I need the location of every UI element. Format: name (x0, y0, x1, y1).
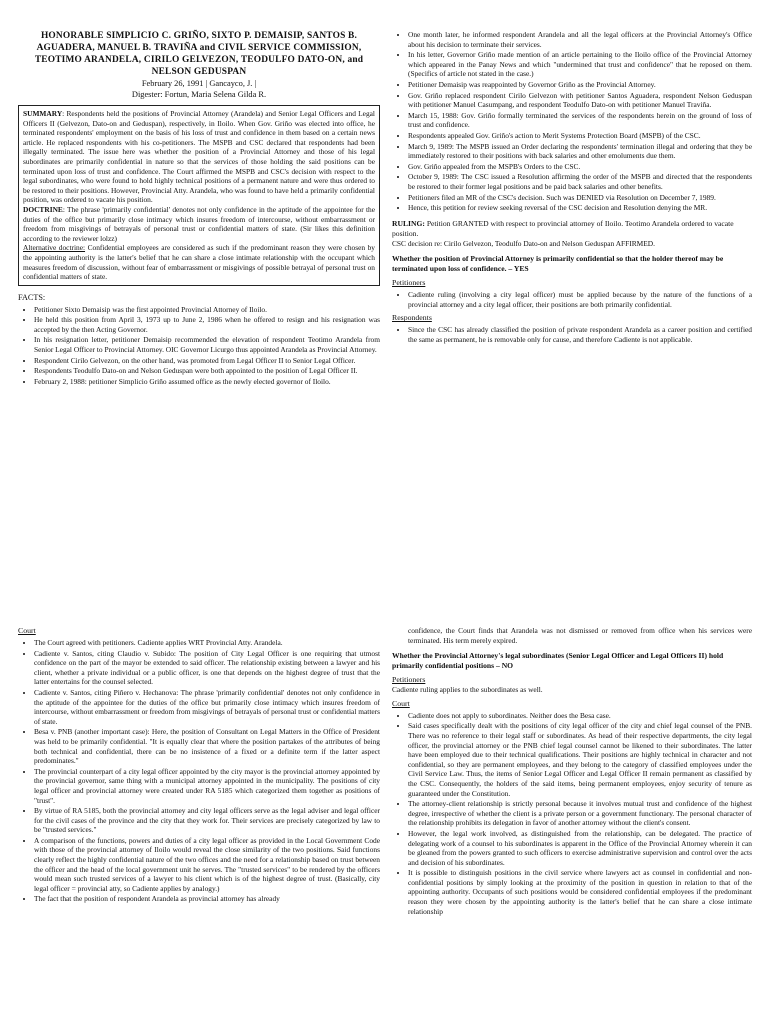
facts-item: • March 9, 1989: The MSPB issued an Order declaring the respondents' termination illegal and ordering that they be immediately restored to their positions with back salaries and other emoluments due them. (408, 142, 752, 161)
continued-text: confidence, the Court finds that Arandela was not dismissed or removed from office when his services were terminated. His term merely expired. (408, 626, 752, 645)
digester-line: Digester: Fortun, Maria Selena Gilda R. (131, 90, 267, 99)
ruling-label: RULING: (392, 218, 425, 228)
facts-item: • One month later, he informed respondent Arandela and all the legal officers at the Provincial Attorney's Office about his decision to terminate their services. (408, 30, 752, 49)
court-item: • A comparison of the functions, powers and duties of a city legal officer as provided in the Local Government Code with those of the provincial attorney of Iloilo would reveal the close similarity of the two positions. Said functions clearly reflect the highly confidential nature of the two offices and the need for a relationship based on trust between the officer and the head of the local government unit he serves. The "trusted services" to be rendered by the officers would mean such trusted services of a lawyer to his client which is of the highest degree of trust. (Basically, city legal officer = provincial atty, so Cadiente applies by analogy.) (34, 836, 380, 894)
left-column-top (18, 30, 380, 387)
doctrine-paragraph: DOCTRINE: The phrase 'primarily confidential' denotes not only confidence in the aptitude of the appointee for the duties of the office but primarily close intimacy which insures freedom of intercourse, without embarrassment or freedom from misgivings of betrayals of personal trust or confidential matters of state. (Sir likes this definition according to the reviewer lolzz) (23, 204, 375, 243)
facts-item: • Petitioner Demaisip was reappointed by Governor Griño as the Provincial Attorney. (408, 80, 752, 90)
court-item: • The attorney-client relationship is strictly personal because it involves mutual trust and confidence of the highest degree, irrespective of whether the client is a private person or a government functionary. The personal character of the relationship prohibits its delegation in favor of another attorney without the client's consent. (408, 799, 752, 828)
ruling-paragraph (392, 219, 752, 239)
facts-item: • Gov. Griño appealed from the MSPB's Orders to the CSC. (408, 162, 752, 172)
facts-item: • In his resignation letter, petitioner Demaisip recommended the elevation of respondent Teotimo Arandela from Senior Legal Officer to Provincial Attorney. OIC Governor Licurgo thus appointed Arandela as Provincial Attorney. (34, 335, 380, 354)
court-item: • However, the legal work involved, as distinguished from the relationship, can be delegated. The practice of delegating work of a counsel to his subordinates is apparent in the Office of the Provincial Attorney wherein it can be gleaned from the powers granted to such officers to exercise administrative supervision and control over the acts and decision of his subordinates. (408, 829, 752, 867)
facts-item: • March 15, 1988: Gov. Griño formally terminated the services of the respondents herein on the ground of loss of trust and confidence. (408, 111, 752, 130)
case-title: HONORABLE SIMPLICIO C. GRIÑO, SIXTO P. DEMAISIP, SANTOS B. AGUADERA, MANUEL B. TRAVIÑA and CIVIL SERVICE COMMISSION, TEOTIMO ARANDELA, CIRILO GELVEZON, TEODULFO DATO-ON, and NELSON GEDUSPAN (34, 31, 364, 77)
ruling-line-2: CSC decision re: Cirilo Gelvezon, Teodulfo Dato-on and Nelson Geduspan AFFIRMED. (392, 238, 655, 248)
court-label: Court (18, 626, 36, 635)
court-item: • Said cases specifically dealt with the positions of city legal officer of the city and chief legal counsel of the PNB. There was no reference to their legal staff or subordinates. As head of their respective departments, the city legal officer, the provincial attorney or the PNB chief legal counsel cannot be likened to their subordinates. The latter have been employed due to their technical qualifications. Their positions are highly technical in character and not confidential, so they are permanent employees, and they belong to the category of classified employees under the Civil Service Law. Thus, the items of Senior Legal Officer and Legal Officer II remain permanent as classified by the CSC. Consequently, the holders of the said items, being permanent employees, enjoy security of tenure as guaranteed under the Constitution. (408, 721, 752, 798)
court-item: • Besa v. PNB (another important case): Here, the position of Consultant on Legal Matters in the Office of President was held to be primarily confidential. "It is equally clear that where the position partakes of the attributes of being both technical and confidential, there can be no insistence of a fixed or a definite term if the latter aspect predominates." (34, 727, 380, 765)
court-item: • By virtue of RA 5185, both the provincial attorney and city legal officers serve as the legal adviser and legal officer for the civil cases of the province and the city that they work for. Their services are precisely categorized by law to be "trusted services." (34, 806, 380, 835)
respondents-item: • Since the CSC has already classified the position of private respondent Arandela as a career position and certified the same as permanent, he is removable only for cause, and therefore Cadiente is not applicable. (408, 325, 752, 344)
court-item: • It is possible to distinguish positions in the civil service where lawyers act as counsel in confidential and non-confidential positions by simply looking at the proximity of the position in question in relation to that of the appointing authority. Occupants of such positions would be considered confidential employees if the predominant reason they were chosen by the appointing authority is the latter's belief that he can share a close intimate relationship (408, 868, 752, 916)
alt-doctrine-paragraph (23, 243, 375, 281)
summary-label: SUMMARY (23, 109, 63, 118)
court-item: • The Court agreed with petitioners. Cadiente applies WRT Provincial Atty. Arandela. (34, 638, 380, 648)
facts-item: • February 2, 1988: petitioner Simplicio Griño assumed office as the newly elected governor of Iloilo. (34, 377, 380, 387)
facts-list (18, 305, 380, 387)
alt-doctrine-label: Alternative doctrine: (23, 243, 86, 253)
issue-2-heading: Whether the Provincial Attorney's legal subordinates (Senior Legal Officer and Legal Officers II) hold primarily confidential positions – NO (392, 651, 724, 671)
petitioners-list (392, 290, 752, 309)
facts-item: • Respondent Cirilo Gelvezon, on the other hand, was promoted from Legal Officer II to Senior Legal Officer. (34, 356, 380, 366)
facts-item: • He held this position from April 3, 1973 up to June 2, 1986 when he offered to resign and his resignation was accepted by the then Acting Governor. (34, 315, 380, 334)
court-item: • The fact that the position of respondent Arandela as provincial attorney has already (34, 894, 380, 904)
court-list (392, 711, 752, 916)
facts-item: • Petitioner Sixto Demaisip was the first appointed Provincial Attorney of Iloilo. (34, 305, 380, 315)
summary-text: Respondents held the positions of Provincial Attorney (Arandela) and Senior Legal Officers and Legal Officers II (Gelvezon, Dato-on and Geduspan), respectively, in Iloilo. When Gov. Griño was elected into office, he terminated respondents' employment on the basis of his loss of trust and confidence in them based on a certain news article. He replaced respondents with his co-petitioners. The MSPB and CSC declared that respondents had been illegally terminated. The issue here was whether the position of a Provincial Attorney and those of his legal subordinates are primarily confidential in nature so that the services of those holding the said positions can be terminated upon loss of trust and confidence. The Court affirmed the MSPB and CSC's decision with respect to the legal subordinates, who were found to hold highly technical positions of a permanent nature and were thus ordered to be restored to their positions. However, Provincial Atty. Arandela, who was found to have held a primarily confidential position, was ordered to vacate his position. (23, 109, 375, 205)
doctrine-text: The phrase 'primarily confidential' denotes not only confidence in the aptitude of the appointee for the duties of the office but primarily close intimacy which insures freedom of intercourse, without embarrassment or freedom from misgivings of betrayals of personal trust or confidential matters of state. (Sir likes this definition according to the reviewer lolzz) (23, 204, 375, 243)
facts-item: • October 9, 1989: The CSC issued a Resolution affirming the order of the MSPB and directed that the respondents be restored to their former legal positions and be paid back salaries and other benefits. (408, 172, 752, 191)
respondents-list (392, 325, 752, 344)
court-item: • Cadiente does not apply to subordinates. Neither does the Besa case. (408, 711, 752, 721)
court-item: • Cadiente v. Santos, citing Claudio v. Subido: The position of City Legal Officer is one requiring that utmost confidence on the part of the mayor be extended to said officer. The relationship existing between a lawyer and his client, whether a private individual or a public officer, is one that depends on the highest degree of trust that the latter entertains for the counsel selected. (34, 649, 380, 687)
court-item: • The provincial counterpart of a city legal officer appointed by the city mayor is the provincial attorney appointed by the provincial governor, same thing with a municipal attorney appointed in the municipality. The positions of city legal officer and provincial attorney were created under RA 5185 which categorized them together as positions of "trust". (34, 767, 380, 805)
right-column-top (392, 30, 752, 346)
summary-box (18, 105, 380, 286)
summary-paragraph: SUMMARY: Respondents held the positions of Provincial Attorney (Arandela) and Senior Legal Officers and Legal Officers II (Gelvezon, Dato-on and Geduspan), respectively, in Iloilo. When Gov. Griño was elected into office, he terminated respondents' employment on the basis of his loss of trust and confidence in them based on a certain news article. He replaced respondents with his co-petitioners. The MSPB and CSC declared that respondents had been illegally terminated. The issue here was whether the position of a Provincial Attorney and those of his legal subordinates are primarily confidential in nature so that the services of those holding the said positions can be terminated upon loss of trust and confidence. The Court affirmed the MSPB and CSC's decision with respect to the legal subordinates, who were found to hold highly technical positions of a permanent nature and were thus ordered to be restored to their positions. However, Provincial Atty. Arandela, who was found to have held a primarily confidential position, was ordered to vacate his position. (23, 109, 375, 205)
facts-item: • Respondents appealed Gov. Griño's action to Merit Systems Protection Board (MSPB) of the CSC. (408, 131, 752, 141)
facts-continued-list (392, 30, 752, 213)
petitioners-label: Petitioners (392, 278, 426, 288)
court-label: Court (392, 698, 410, 708)
facts-heading: FACTS: (18, 292, 46, 302)
left-column-bottom (18, 626, 380, 905)
facts-item: • In his letter, Governor Griño made mention of an article pertaining to the Iloilo office of the Provincial Attorney which appeared in the Panay News and which "undermined that trust and confidence" that he reposed on them. (Specifics of article not stated in the case.) (408, 50, 752, 79)
facts-item: • Gov. Griño replaced respondent Cirilo Gelvezon with petitioner Santos Aguadera, respondent Nelson Geduspan with petitioner Manuel Casumpang, and respondent Teodulfo Dato-on with petitioner Manuel Traviña. (408, 91, 752, 110)
ruling-text: Petition GRANTED with respect to provincial attorney of Iloilo. Teotimo Arandela ordered to vacate position. (392, 218, 734, 238)
alt-doctrine-text: Confidential employees are considered as such if the predominant reason they were chosen by the appointing authority is the latter's belief that he can share a close intimate relationship with the occupant which measures freedom of discussion, without fear of embarrassment or misgivings of possible betrayal of personal trust on confidential matters of state. (23, 243, 375, 282)
facts-item: • Hence, this petition for review seeking reversal of the CSC decision and Resolution denying the MR. (408, 203, 752, 213)
petitioners-item: • Cadiente ruling (involving a city legal officer) must be applied because by the nature of the functions of a provincial attorney and a city legal officer, their positions are both primarily confidential. (408, 290, 752, 309)
respondents-label: Respondents (392, 313, 432, 323)
facts-item: • Petitioners filed an MR of the CSC's decision. Such was DENIED via Resolution on December 7, 1989. (408, 193, 752, 203)
petitioners-label: Petitioners (392, 675, 426, 685)
doctrine-label: DOCTRINE (23, 204, 63, 214)
issue-1-heading: Whether the position of Provincial Attorney is primarily confidential so that the holder thereof may be terminated upon loss of confidence. – YES (392, 254, 724, 274)
facts-item: • Respondents Teodulfo Dato-on and Nelson Geduspan were both appointed to the position of Legal Officer II. (34, 366, 380, 376)
court-list (18, 638, 380, 904)
court-item: • Cadiente v. Santos, citing Piñero v. Hechanova: The phrase 'primarily confidential' denotes not only confidence in the aptitude of the appointee for the duties of the office but primarily close intimacy which insures freedom of intercourse, without embarrassment or freedom from misgivings of betrayals of personal trust or confidential matters of state. (34, 688, 380, 726)
petitioners-text: Cadiente ruling applies to the subordinates as well. (392, 685, 543, 695)
right-column-bottom (392, 626, 752, 917)
case-date-line: February 26, 1991 | Gancayco, J. | (141, 79, 257, 88)
